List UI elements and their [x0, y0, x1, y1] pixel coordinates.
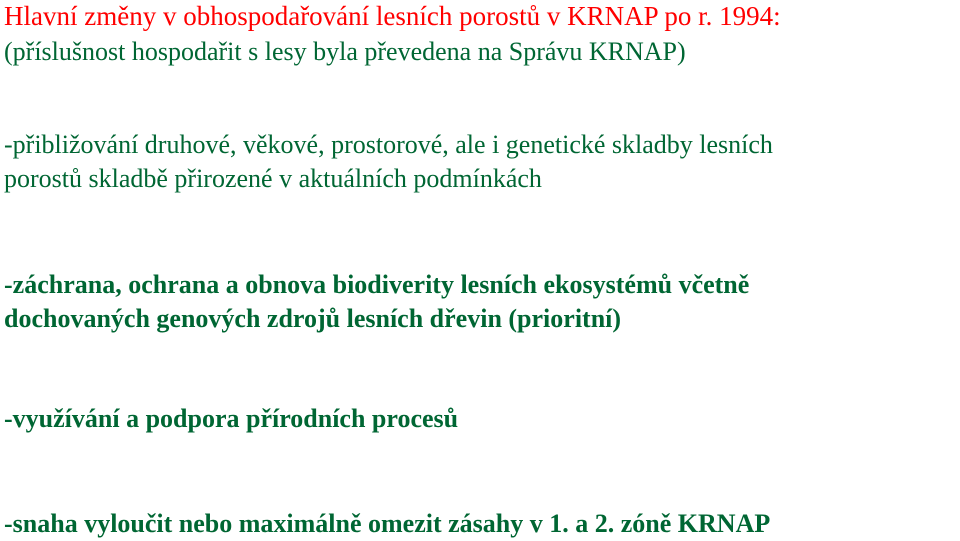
point-line: dochovaných genových zdrojů lesních dřevin (prioritní): [4, 304, 622, 333]
point-zone-interventions: [4, 507, 770, 541]
point-line: -záchrana, ochrana a obnova biodiverity lesních ekosystémů včetně: [4, 270, 750, 299]
slide-subtitle: (příslušnost hospodařit s lesy byla převedena na Správu KRNAP): [4, 37, 686, 66]
point-line: -využívání a podpora přírodních procesů: [4, 404, 459, 433]
point-species-composition: [4, 128, 773, 196]
point-biodiversity: [4, 268, 749, 336]
point-natural-processes: [4, 402, 458, 436]
slide-title: Hlavní změny v obhospodařování lesních porostů v KRNAP po r. 1994:: [4, 1, 781, 31]
point-line: -snaha vyloučit nebo maximálně omezit zásahy v 1. a 2. zóně KRNAP: [4, 509, 771, 538]
point-line: porostů skladbě přirozené v aktuálních podmínkách: [4, 164, 542, 193]
point-line: -přibližování druhové, věkové, prostorové, ale i genetické skladby lesních: [4, 130, 773, 159]
